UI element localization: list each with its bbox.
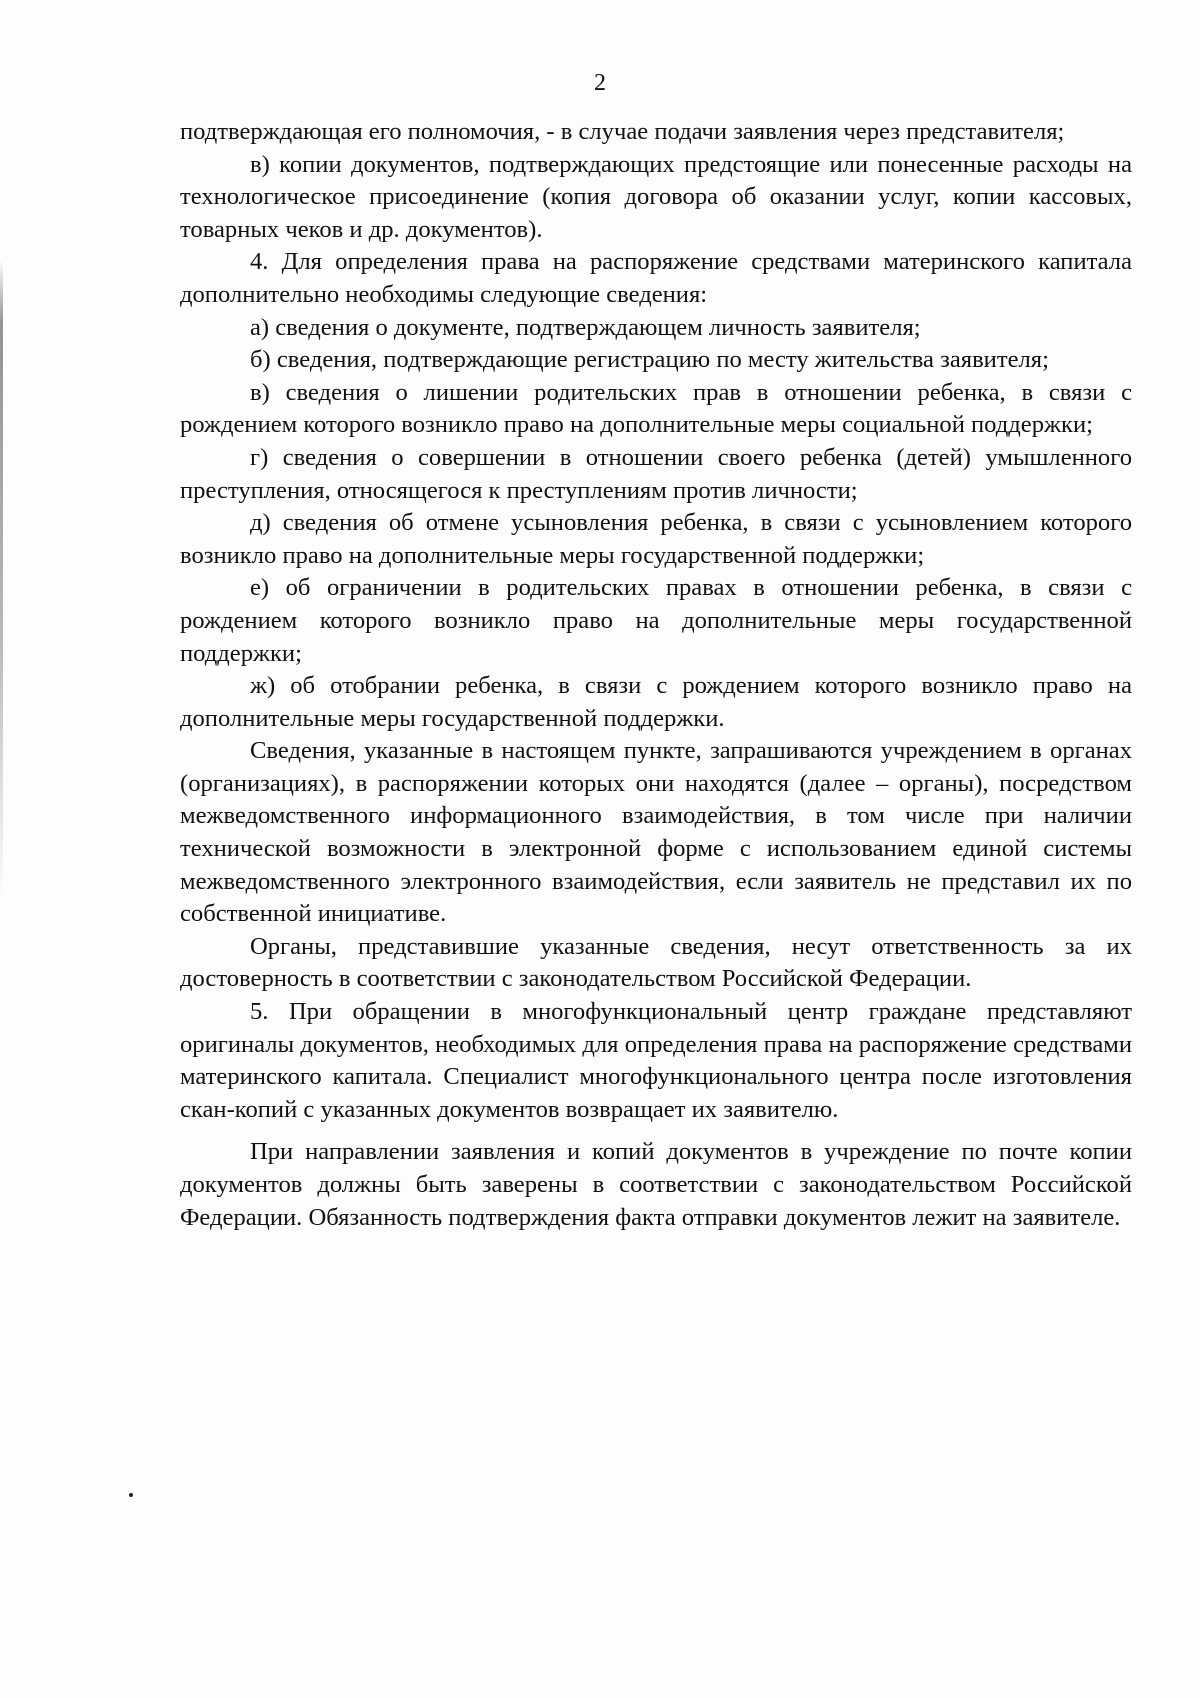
page-number: 2: [594, 70, 606, 96]
paragraph-section-4: 4. Для определения права на распоряжение средствами материнского капитала дополнительно необходимы следующие сведения:: [180, 248, 1132, 308]
paragraph-item-v-costs: в) копии документов, подтверждающих предстоящие или понесенные расходы на технологическое присоединение (копия договора об оказании услуг, копии кассовых, товарных чеков и др. документов).: [180, 150, 1132, 243]
paragraph-item-a: а) сведения о документе, подтверждающем личность заявителя;: [250, 313, 921, 341]
paragraph-item-v: в) сведения о лишении родительских прав в отношении ребенка, в связи с рождением которого возникло право на дополнительные меры социальной поддержки;: [180, 378, 1132, 439]
paragraph-information-request: Сведения, указанные в настоящем пункте, запрашиваются учреждением в органах (организациях), в распоряжении которых они находятся (далее – органы), посредством межведомственного информационного взаимодействия, в том числе при наличии технической возможности в электронной форме с использованием единой системы межведомственного электронного взаимодействия, если заявитель не представил их по собственной инициативе.: [180, 737, 1132, 928]
paragraph-item-g: г) сведения о совершении в отношении своего ребенка (детей) умышленного преступления, относящегося к преступлениям против личности;: [180, 443, 1132, 504]
paragraph-mail-submission: При направлении заявления и копий документов в учреждение по почте копии документов должны быть заверены в соответствии с законодательством Российской Федерации. Обязанность подтверждения факта отправки документов лежит на заявителе.: [180, 1138, 1132, 1231]
paragraph-item-zh: ж) об отобрании ребенка, в связи с рождением которого возникло право на дополнительные меры государственной поддержки.: [180, 672, 1132, 732]
paragraph-continuation: подтверждающая его полномочия, - в случае подачи заявления через представителя;: [180, 118, 1065, 145]
paragraph-responsibility: Органы, представившие указанные сведения, несут ответственность за их достоверность в соответствии с законодательством Российской Федерации.: [180, 932, 1132, 993]
margin-dot-mark: [129, 1493, 133, 1497]
document-body: [180, 116, 1132, 1234]
scan-edge-shadow: [0, 260, 3, 900]
paragraph-item-d: д) сведения об отмене усыновления ребенка, в связи с усыновлением которого возникло право на дополнительные меры государственной поддержки;: [180, 509, 1132, 569]
paragraph-item-b: б) сведения, подтверждающие регистрацию по месту жительства заявителя;: [250, 346, 1049, 374]
paragraph-item-e: е) об ограничении в родительских правах в отношении ребенка, в связи с рождением которого возникло право на дополнительные меры государственной поддержки;: [180, 574, 1132, 667]
paragraph-section-5: 5. При обращении в многофункциональный центр граждане представляют оригиналы документов, необходимых для определения права на распоряжение средствами материнского капитала. Специалист многофункционального центра после изготовления скан-копий с указанных документов возвращает их заявителю.: [180, 998, 1132, 1123]
